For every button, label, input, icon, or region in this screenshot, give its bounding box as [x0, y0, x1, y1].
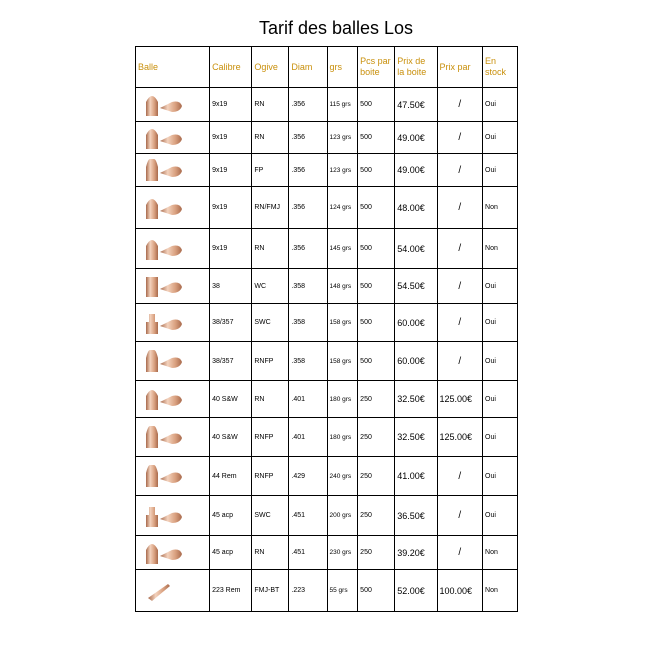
cell-grs: 123 grs: [327, 122, 358, 154]
cell-pcs: 500: [358, 229, 395, 269]
cell-pcs: 250: [358, 536, 395, 570]
bullet-image: [138, 422, 207, 452]
cell-diam: .451: [289, 536, 327, 570]
cell-prix-par: /: [437, 457, 483, 496]
table-row: [136, 229, 518, 269]
page-title: Tarif des balles Los: [258, 18, 414, 38]
cell-grs: 158 grs: [327, 304, 358, 342]
header-grs: grs: [327, 47, 358, 88]
cell-prix-par: /: [437, 88, 483, 122]
cell-calibre: 38: [210, 269, 252, 304]
cell-prix-boite: 36.50€: [395, 496, 437, 536]
cell-calibre: 40 S&W: [210, 381, 252, 418]
cell-pcs: 500: [358, 187, 395, 229]
cell-prix-boite: 32.50€: [395, 418, 437, 457]
cell-en-stock: Oui: [483, 269, 518, 304]
bullet-image: [138, 501, 207, 531]
bullet-image: [138, 155, 207, 185]
cell-prix-par: 125.00€: [437, 418, 483, 457]
cell-diam: .401: [289, 381, 327, 418]
bullet-image-cell: [136, 269, 210, 304]
cell-grs: 124 grs: [327, 187, 358, 229]
cell-en-stock: Oui: [483, 457, 518, 496]
cell-prix-boite: 49.00€: [395, 122, 437, 154]
cell-grs: 123 grs: [327, 154, 358, 187]
cell-en-stock: Non: [483, 187, 518, 229]
bullet-image: [138, 346, 207, 376]
cell-calibre: 9x19: [210, 88, 252, 122]
cell-ogive: FP: [252, 154, 289, 187]
bullet-image: [138, 123, 207, 153]
cell-ogive: SWC: [252, 304, 289, 342]
table-row: [136, 342, 518, 381]
cell-pcs: 500: [358, 269, 395, 304]
cell-prix-boite: 60.00€: [395, 342, 437, 381]
cell-diam: .356: [289, 122, 327, 154]
bullet-image: [138, 193, 207, 223]
cell-calibre: 45 acp: [210, 536, 252, 570]
bullet-image: [138, 384, 207, 414]
header-diam: Diam: [289, 47, 327, 88]
cell-en-stock: Oui: [483, 88, 518, 122]
cell-calibre: 40 S&W: [210, 418, 252, 457]
cell-ogive: RNFP: [252, 457, 289, 496]
cell-grs: 180 grs: [327, 418, 358, 457]
cell-calibre: 38/357: [210, 304, 252, 342]
bullet-image: [138, 90, 207, 120]
cell-prix-par: /: [437, 122, 483, 154]
cell-pcs: 250: [358, 457, 395, 496]
cell-ogive: RN/FMJ: [252, 187, 289, 229]
cell-ogive: RNFP: [252, 342, 289, 381]
cell-ogive: RNFP: [252, 418, 289, 457]
cell-calibre: 9x19: [210, 187, 252, 229]
table-row: [136, 269, 518, 304]
cell-calibre: 45 acp: [210, 496, 252, 536]
table-row: [136, 187, 518, 229]
bullet-image-cell: [136, 88, 210, 122]
cell-ogive: RN: [252, 381, 289, 418]
cell-ogive: SWC: [252, 496, 289, 536]
cell-prix-boite: 60.00€: [395, 304, 437, 342]
header-en-stock: En stock: [483, 47, 518, 88]
cell-en-stock: Oui: [483, 342, 518, 381]
cell-pcs: 250: [358, 381, 395, 418]
bullet-image: [138, 308, 207, 338]
header-calibre: Calibre: [210, 47, 252, 88]
cell-grs: 240 grs: [327, 457, 358, 496]
cell-prix-par: /: [437, 154, 483, 187]
bullet-image: [138, 461, 207, 491]
table-row: [136, 418, 518, 457]
cell-diam: .356: [289, 229, 327, 269]
bullet-image-cell: [136, 122, 210, 154]
cell-ogive: RN: [252, 122, 289, 154]
cell-prix-par: /: [437, 496, 483, 536]
cell-diam: .223: [289, 570, 327, 612]
cell-prix-boite: 39.20€: [395, 536, 437, 570]
bullet-image-cell: [136, 536, 210, 570]
cell-pcs: 500: [358, 122, 395, 154]
cell-prix-boite: 54.50€: [395, 269, 437, 304]
cell-prix-par: /: [437, 269, 483, 304]
cell-pcs: 500: [358, 342, 395, 381]
cell-prix-boite: 47.50€: [395, 88, 437, 122]
cell-diam: .356: [289, 187, 327, 229]
cell-ogive: RN: [252, 88, 289, 122]
bullet-image: [138, 271, 207, 301]
cell-prix-par: /: [437, 304, 483, 342]
cell-calibre: 44 Rem: [210, 457, 252, 496]
cell-grs: 115 grs: [327, 88, 358, 122]
table-row: [136, 570, 518, 612]
cell-pcs: 500: [358, 88, 395, 122]
bullet-image-cell: [136, 496, 210, 536]
cell-calibre: 9x19: [210, 122, 252, 154]
cell-prix-boite: 32.50€: [395, 381, 437, 418]
cell-diam: .356: [289, 88, 327, 122]
cell-prix-boite: 48.00€: [395, 187, 437, 229]
bullet-image-cell: [136, 418, 210, 457]
cell-en-stock: Oui: [483, 418, 518, 457]
cell-ogive: RN: [252, 229, 289, 269]
table-row: [136, 154, 518, 187]
bullet-image-cell: [136, 342, 210, 381]
cell-prix-par: /: [437, 187, 483, 229]
table-row: [136, 457, 518, 496]
header-balle: Balle: [136, 47, 210, 88]
cell-calibre: 9x19: [210, 154, 252, 187]
bullet-image-cell: [136, 229, 210, 269]
cell-grs: 55 grs: [327, 570, 358, 612]
cell-prix-par: 125.00€: [437, 381, 483, 418]
cell-prix-boite: 54.00€: [395, 229, 437, 269]
bullet-image: [138, 576, 207, 606]
cell-ogive: WC: [252, 269, 289, 304]
bullet-image-cell: [136, 187, 210, 229]
bullet-image-cell: [136, 570, 210, 612]
bullet-image-cell: [136, 457, 210, 496]
cell-grs: 148 grs: [327, 269, 358, 304]
cell-diam: .401: [289, 418, 327, 457]
cell-calibre: 223 Rem: [210, 570, 252, 612]
cell-en-stock: Oui: [483, 154, 518, 187]
cell-en-stock: Non: [483, 570, 518, 612]
cell-pcs: 500: [358, 570, 395, 612]
cell-grs: 158 grs: [327, 342, 358, 381]
cell-en-stock: Non: [483, 536, 518, 570]
table-row: [136, 381, 518, 418]
bullet-image-cell: [136, 304, 210, 342]
cell-en-stock: Oui: [483, 122, 518, 154]
table-row: [136, 88, 518, 122]
cell-en-stock: Oui: [483, 496, 518, 536]
cell-pcs: 250: [358, 418, 395, 457]
cell-diam: .358: [289, 269, 327, 304]
cell-prix-par: 100.00€: [437, 570, 483, 612]
cell-grs: 230 grs: [327, 536, 358, 570]
cell-en-stock: Oui: [483, 381, 518, 418]
cell-pcs: 500: [358, 304, 395, 342]
cell-pcs: 250: [358, 496, 395, 536]
header-ogive: Ogive: [252, 47, 289, 88]
cell-prix-par: /: [437, 536, 483, 570]
cell-en-stock: Non: [483, 229, 518, 269]
cell-prix-boite: 49.00€: [395, 154, 437, 187]
cell-grs: 180 grs: [327, 381, 358, 418]
header-prix-par: Prix par: [437, 47, 483, 88]
cell-grs: 200 grs: [327, 496, 358, 536]
cell-prix-par: /: [437, 342, 483, 381]
cell-prix-par: /: [437, 229, 483, 269]
cell-diam: .358: [289, 342, 327, 381]
cell-en-stock: Oui: [483, 304, 518, 342]
table-row: [136, 536, 518, 570]
cell-diam: .429: [289, 457, 327, 496]
cell-prix-boite: 41.00€: [395, 457, 437, 496]
bullet-image: [138, 538, 207, 568]
header-pcs-par-boite: Pcs par boite: [358, 47, 395, 88]
cell-diam: .358: [289, 304, 327, 342]
table-row: [136, 496, 518, 536]
cell-prix-boite: 52.00€: [395, 570, 437, 612]
cell-ogive: RN: [252, 536, 289, 570]
bullet-image-cell: [136, 381, 210, 418]
cell-grs: 145 grs: [327, 229, 358, 269]
cell-diam: .356: [289, 154, 327, 187]
price-table: [135, 46, 518, 612]
cell-calibre: 9x19: [210, 229, 252, 269]
table-row: [136, 122, 518, 154]
cell-diam: .451: [289, 496, 327, 536]
cell-calibre: 38/357: [210, 342, 252, 381]
header-prix-de-la-boite: Prix de la boite: [395, 47, 437, 88]
cell-ogive: FMJ-BT: [252, 570, 289, 612]
table-header-row: [136, 47, 518, 88]
cell-pcs: 500: [358, 154, 395, 187]
bullet-image: [138, 234, 207, 264]
bullet-image-cell: [136, 154, 210, 187]
table-row: [136, 304, 518, 342]
